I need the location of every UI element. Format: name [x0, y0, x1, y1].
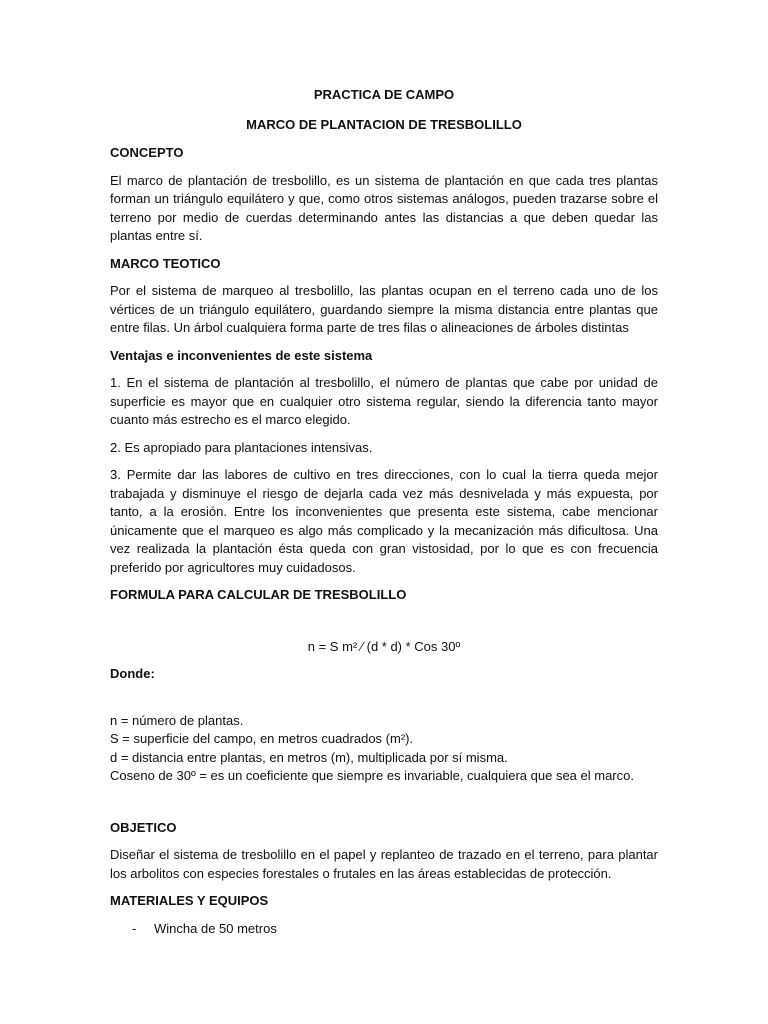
- definition-d: d = distancia entre plantas, en metros (m), multiplicada por sí misma.: [110, 749, 508, 765]
- ventajas-heading: Ventajas e inconvenientes de este sistema: [110, 347, 373, 363]
- document-title: PRACTICA DE CAMPO: [313, 87, 455, 102]
- objetivo-paragraph: Diseñar el sistema de tresbolillo en el papel y replanteo de trazado en el terreno, para plantar los arbolitos con especies forestales o frutales en las áreas establecidas de protección.: [110, 847, 658, 881]
- formula-definitions: [110, 712, 658, 786]
- definition-n: n = número de plantas.: [110, 712, 244, 728]
- formula-expression: n = S m² ⁄ (d * d) * Cos 30º: [307, 638, 461, 654]
- ventaja-item-1: 1. En el sistema de plantación al tresbolillo, el número de plantas que cabe por unidad de superficie es mayor que en cualquier otro sistema regular, siendo la diferencia tanto mayor cuanto más estrecho es el marco elegido.: [110, 375, 658, 427]
- formula-heading: FORMULA PARA CALCULAR DE TRESBOLILLO: [110, 587, 407, 602]
- objetivo-heading: OBJETICO: [110, 819, 177, 835]
- ventaja-item-3: 3. Permite dar las labores de cultivo en tres direcciones, con lo cual la tierra queda mejor trabajada y disminuye el riesgo de dejarla cada vez más desnivelada y más expuesta, por tanto, a la erosión. Entre los inconvenientes que presenta este sistema, cabe mencionar únicamente que el marqueo es algo más complicado y la mecanización más dificultosa. Una vez realizada la plantación ésta queda con gran vistosidad, por lo que es con frecuencia preferido por agricultores muy cuidadosos.: [110, 467, 658, 575]
- ventaja-item-2: 2. Es apropiado para plantaciones intensivas.: [110, 439, 373, 455]
- list-marker: -: [132, 920, 137, 936]
- donde-label: Donde:: [110, 666, 155, 681]
- list-item-text: Wincha de 50 metros: [154, 920, 277, 936]
- concepto-paragraph: El marco de plantación de tresbolillo, es un sistema de plantación en que cada tres plantas forman un triángulo equilátero y que, como otros sistemas análogos, pueden trazarse sobre el terreno por medio de cuerdas determinando antes las distancias a que deben quedar las plantas entre sí.: [110, 172, 658, 243]
- list-item: [132, 920, 658, 939]
- marco-teorico-heading: MARCO TEOTICO: [110, 255, 221, 271]
- definition-s: S = superficie del campo, en metros cuadrados (m²).: [110, 731, 414, 746]
- document-subtitle: MARCO DE PLANTACION DE TRESBOLILLO: [246, 116, 522, 132]
- concepto-heading: CONCEPTO: [110, 145, 184, 160]
- materiales-heading: MATERIALES Y EQUIPOS: [110, 893, 269, 908]
- definition-coseno: Coseno de 30º = es un coeficiente que siempre es invariable, cualquiera que sea el marco.: [110, 768, 634, 783]
- marco-teorico-paragraph: Por el sistema de marqueo al tresbolillo, las plantas ocupan en el terreno cada uno de los vértices de un triángulo equilátero, guardando siempre la misma distancia entre plantas que entre filas. Un árbol cualquiera forma parte de tres filas o alineaciones de árboles distintas: [110, 283, 658, 335]
